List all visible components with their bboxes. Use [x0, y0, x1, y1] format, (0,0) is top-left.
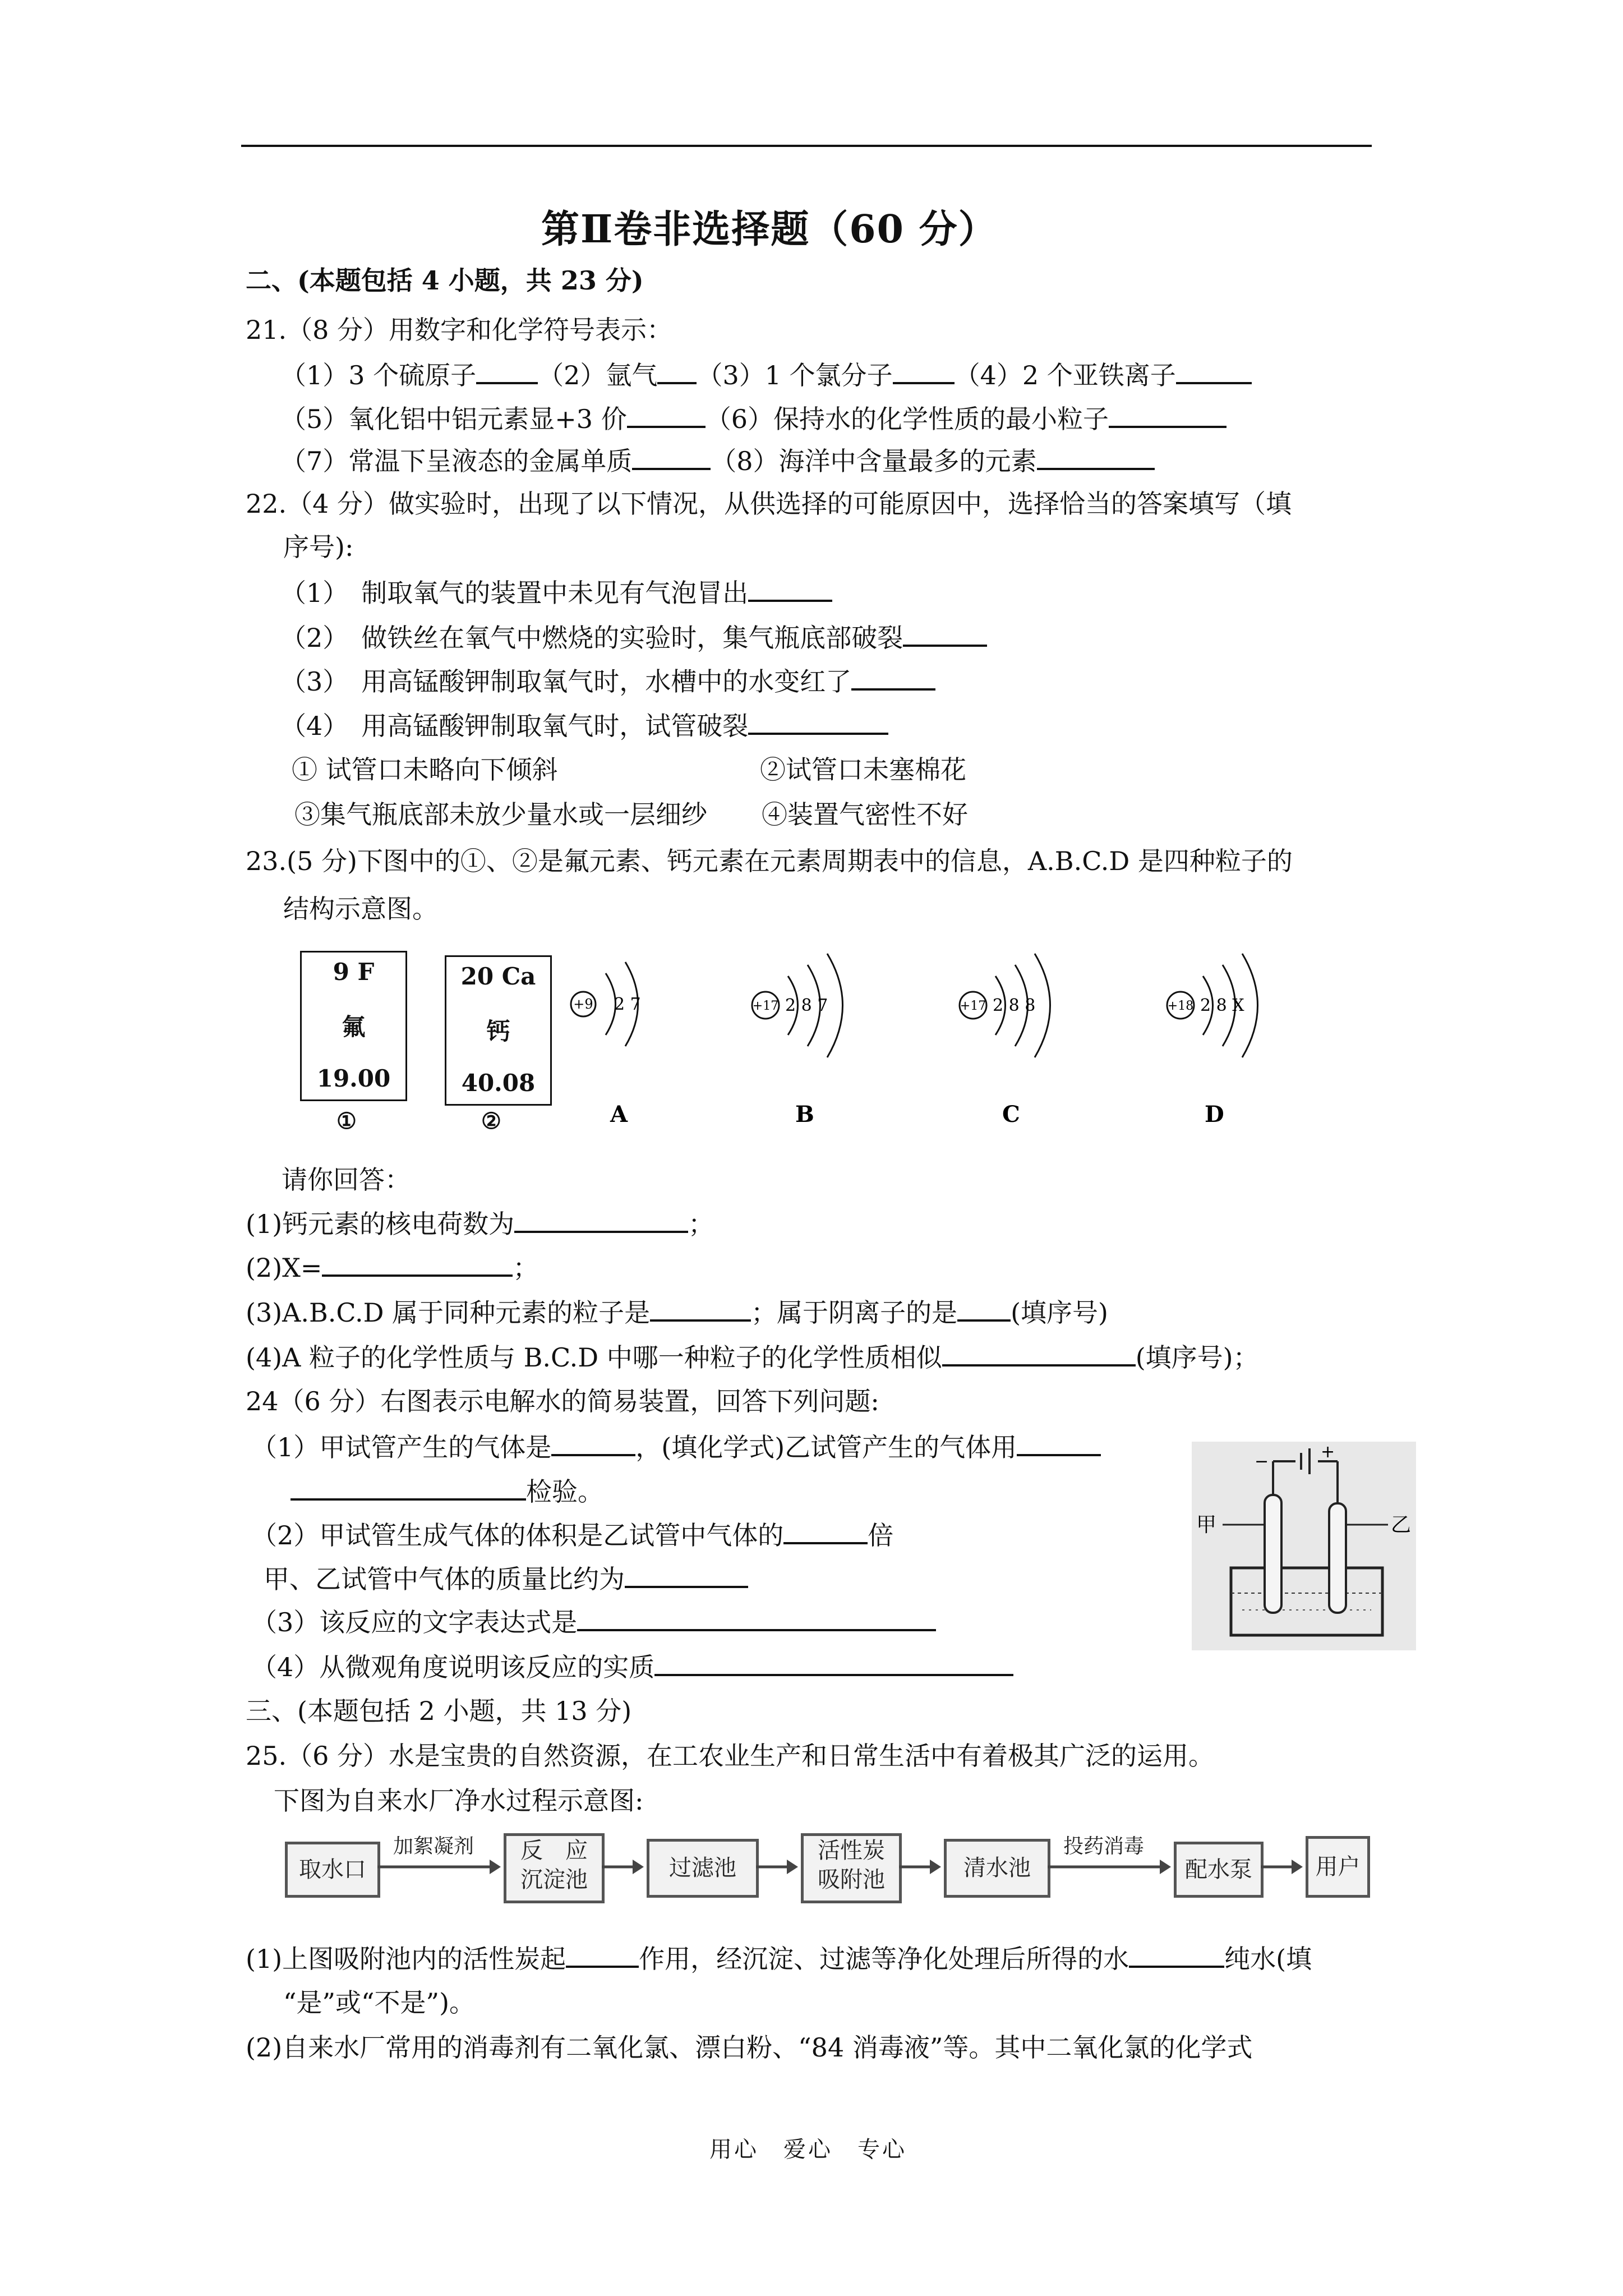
- atom-C-shells: 2 8 8: [993, 996, 1036, 1015]
- section-2-heading: 二、(本题包括 4 小题，共 23 分): [246, 265, 644, 296]
- periodic-cell-fluorine: [300, 951, 407, 1101]
- flow-carbon-adsorption: 活性炭 吸附池: [801, 1833, 902, 1903]
- flow-clear-water: 清水池: [944, 1839, 1050, 1898]
- q22-stem-cont: 序号):: [283, 532, 354, 562]
- flow-arrow: [756, 1853, 798, 1881]
- flow-arrow-flocculant-label: 加絮凝剂: [393, 1835, 474, 1858]
- q23-answer-4: (4)A 粒子的化学性质与 B.C.D 中哪一种粒子的化学性质相似 (填序号)；: [246, 1340, 1259, 1374]
- q22-option-4: ④装置气密性不好: [762, 799, 968, 830]
- fluorine-number-symbol: 9 F: [333, 958, 375, 986]
- water-treatment-flowchart: [285, 1830, 1370, 1912]
- calcium-label: ②: [481, 1108, 501, 1134]
- q23-stem: 23.(5 分)下图中的①、②是氟元素、钙元素在元素周期表中的信息，A.B.C.D 是四种粒子的: [246, 846, 1293, 876]
- periodic-cell-calcium: [445, 955, 552, 1106]
- q24-line1: （1）甲试管产生的气体是 ，(填化学式)乙试管产生的气体用: [251, 1429, 1101, 1464]
- q25-stem: 25.（6 分）水是宝贵的自然资源，在工农业生产和日常生活中有着极其广泛的运用。: [246, 1741, 1215, 1771]
- atom-B-nucleus: +17: [752, 999, 779, 1013]
- flow-arrow: [602, 1853, 644, 1881]
- apparatus-minus-sign: −: [1255, 1452, 1269, 1471]
- q22-item-2: （2） 做铁丝在氧气中燃烧的实验时，集气瓶底部破裂: [280, 620, 987, 655]
- atom-structure-diagrams: [561, 942, 1290, 1133]
- calcium-mass: 40.08: [461, 1069, 536, 1097]
- q23-answer-2: (2)X= ；: [246, 1250, 538, 1285]
- flow-user: 用户: [1306, 1836, 1370, 1898]
- fluorine-mass: 19.00: [316, 1065, 391, 1092]
- q22-item-3: （3） 用高锰酸钾制取氧气时，水槽中的水变红了: [280, 664, 935, 698]
- q24-stem: 24（6 分）右图表示电解水的简易装置，回答下列问题:: [246, 1386, 879, 1416]
- section-title: 第Ⅱ卷非选择题（60 分）: [541, 207, 998, 252]
- atom-C-label: C: [1002, 1101, 1020, 1128]
- calcium-name: 钙: [486, 1018, 510, 1045]
- q25-answer-1-cont: “是”或“不是”)。: [283, 1987, 476, 2018]
- q23-ask: 请你回答：: [282, 1165, 411, 1195]
- atom-C: [960, 954, 1050, 1128]
- q23-answer-1: (1)钙元素的核电荷数为 ；: [246, 1206, 714, 1241]
- flow-arrow: [899, 1853, 941, 1881]
- fluorine-label: ①: [336, 1108, 357, 1134]
- atom-A-shells: 2 7: [614, 995, 641, 1014]
- flow-intake: 取水口: [285, 1842, 380, 1898]
- flow-arrow-disinfect-label: 投药消毒: [1063, 1835, 1145, 1858]
- q21-stem: 21.（8 分）用数字和化学符号表示：: [246, 315, 673, 345]
- atom-D-label: D: [1205, 1101, 1224, 1128]
- flow-arrow-flocculant: [377, 1830, 501, 1898]
- electrolysis-apparatus: [1192, 1442, 1416, 1650]
- header-rule: [241, 145, 1372, 147]
- fluorine-name: 氟: [342, 1013, 366, 1041]
- q22-stem: 22.（4 分）做实验时，出现了以下情况，从供选择的可能原因中，选择恰当的答案填写（填: [246, 489, 1292, 519]
- atom-A: [571, 962, 641, 1128]
- atom-A-label: A: [610, 1101, 628, 1128]
- q25-answer-2: (2)自来水厂常用的消毒剂有二氧化氯、漂白粉、“84 消毒液”等。其中二氧化氯的化学式: [246, 2032, 1253, 2063]
- q25-intro: 下图为自来水厂净水过程示意图:: [274, 1786, 644, 1816]
- q22-item-1: （1） 制取氧气的装置中未见有气泡冒出: [280, 575, 832, 610]
- q24-line4: 甲、乙试管中气体的质量比约为: [264, 1561, 748, 1596]
- q21-line2: （5）氧化铝中铝元素显+3 价 （6）保持水的化学性质的最小粒子: [280, 401, 1227, 436]
- q21-line1: （1）3 个硫原子 （2）氩气 （3）1 个氯分子 （4）2 个亚铁离子: [280, 357, 1252, 392]
- flow-pump: 配水泵: [1174, 1842, 1264, 1898]
- q24-line5: （3）该反应的文字表达式是: [251, 1604, 936, 1639]
- q21-line3: （7）常温下呈液态的金属单质 （8）海洋中含量最多的元素: [280, 443, 1155, 478]
- atom-B-shells: 2 8 7: [785, 996, 828, 1015]
- q24-line3: （2）甲试管生成气体的体积是乙试管中气体的 倍: [251, 1517, 893, 1552]
- q22-option-3: ③集气瓶底部未放少量水或一层细纱: [294, 799, 707, 830]
- calcium-number-symbol: 20 Ca: [460, 963, 536, 990]
- q22-item-4: （4） 用高锰酸钾制取氧气时，试管破裂: [280, 708, 888, 743]
- atom-A-nucleus: +9: [573, 996, 593, 1012]
- q24-line6: （4）从微观角度说明该反应的实质: [251, 1649, 1013, 1684]
- apparatus-plus-sign: +: [1321, 1442, 1335, 1462]
- atom-B: [752, 954, 843, 1128]
- flow-sedimentation: 反 应 沉淀池: [504, 1833, 605, 1903]
- q23-answer-3: (3)A.B.C.D 属于同种元素的粒子是 ；属于阴离子的是 (填序号): [246, 1295, 1108, 1329]
- tube-yi-label: 乙: [1391, 1513, 1412, 1536]
- page-footer: 用心 爱心 专心: [709, 2137, 907, 2162]
- atom-D: [1167, 954, 1258, 1128]
- q23-stem-cont: 结构示意图。: [283, 894, 438, 924]
- q22-option-2: ②试管口未塞棉花: [760, 754, 966, 785]
- q24-line2: 检验。: [291, 1474, 603, 1508]
- atom-D-shells: 2 8 X: [1200, 996, 1244, 1015]
- atom-B-label: B: [795, 1101, 814, 1128]
- section-3-heading: 三、(本题包括 2 小题，共 13 分): [246, 1696, 632, 1726]
- q25-answer-1: (1)上图吸附池内的活性炭起 作用，经沉淀、过滤等净化处理后所得的水 纯水(填: [246, 1941, 1312, 1976]
- tube-jia-label: 甲: [1196, 1513, 1217, 1536]
- flow-arrow-disinfect: [1048, 1830, 1171, 1898]
- flow-filter: 过滤池: [647, 1839, 759, 1898]
- atom-D-nucleus: +18: [1167, 999, 1194, 1013]
- flow-arrow: [1261, 1853, 1303, 1881]
- atom-C-nucleus: +17: [960, 999, 986, 1013]
- q22-option-1: ① 试管口未略向下倾斜: [292, 754, 558, 785]
